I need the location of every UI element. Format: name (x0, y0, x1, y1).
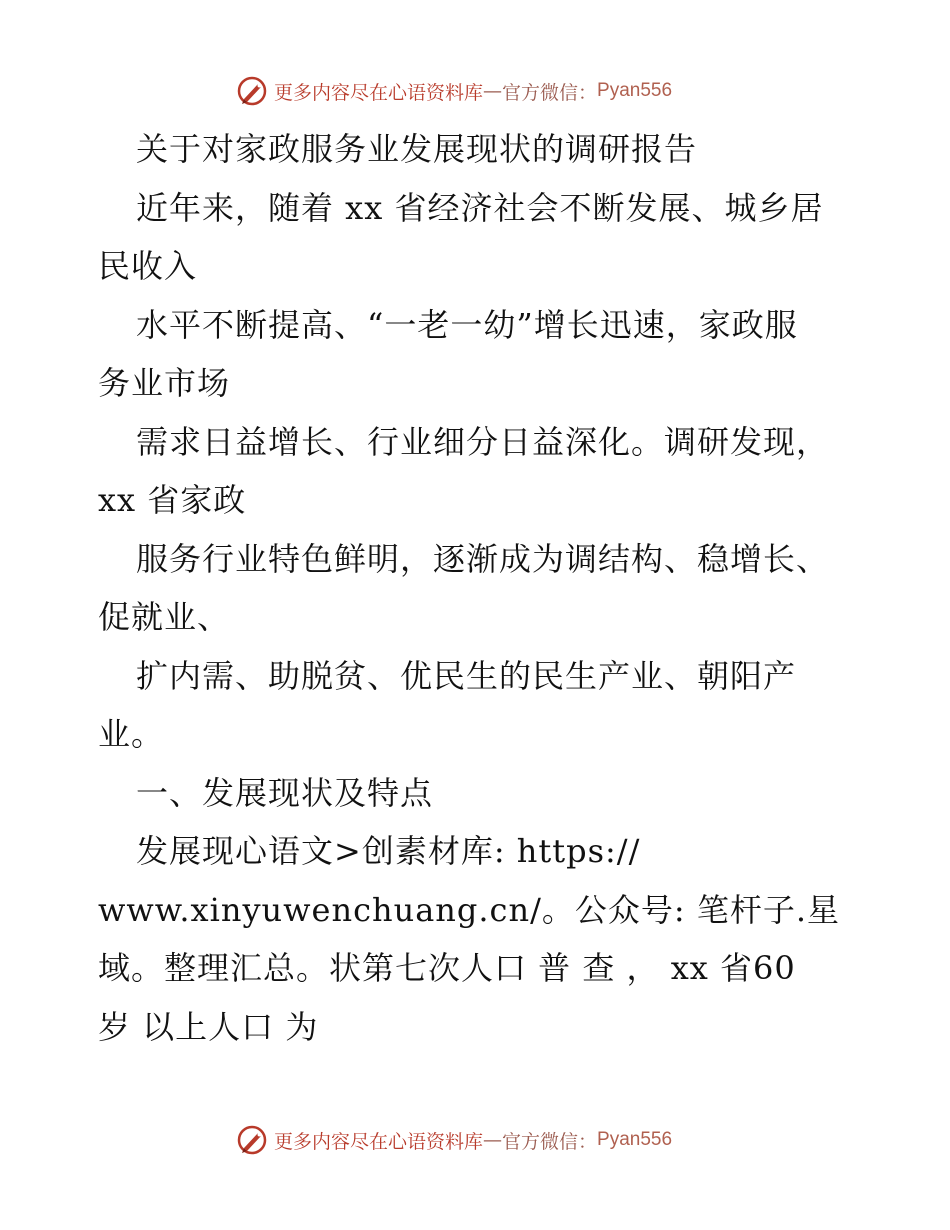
footer-watermark (236, 1123, 756, 1157)
watermark-main-text: 更多内容尽在心语资料库 (274, 81, 484, 104)
watermark-id: Pyan556 (597, 80, 673, 101)
document-body (98, 120, 858, 1056)
watermark-id: Pyan556 (597, 1129, 673, 1150)
watermark-sub-text: 官方微信： (502, 1130, 598, 1153)
paragraph-line: 发展现心语文>创素材库: https:// (136, 832, 641, 870)
watermark-dash: — (483, 1129, 503, 1151)
header-watermark (236, 74, 756, 108)
paragraph-line: 需求日益增长、行业细分日益深化。调研发现， (136, 422, 830, 461)
paragraph-line: xx 省家政 (98, 481, 247, 519)
paragraph-line: 岁 以上人口 为 (98, 1007, 319, 1046)
watermark-dash: — (483, 80, 503, 102)
watermark-main-text: 更多内容尽在心语资料库 (274, 1130, 484, 1153)
watermark-sub-text: 官方微信： (502, 81, 598, 104)
paragraph-line: 务业市场 (98, 364, 231, 402)
paragraph-line: 近年来，随着 xx 省经济社会不断发展、城乡居 (136, 188, 824, 227)
paragraph-line: www.xinyuwenchuang.cn/。公众号: 笔杆子.星 (98, 890, 840, 929)
document-title: 关于对家政服务业发展现状的调研报告 (136, 130, 698, 168)
paragraph-line: 民收入 (98, 247, 198, 285)
paragraph-line: 促就业、 (98, 598, 231, 636)
paragraph-line: 扩内需、助脱贫、优民生的民生产业、朝阳产 (136, 656, 797, 695)
pen-logo-icon (236, 1124, 268, 1156)
section-heading: 一、发展现状及特点 (136, 773, 434, 812)
paragraph-line: 水平不断提高、“一老一幼”增长迅速，家政服 (136, 305, 798, 344)
paragraph-line: 服务行业特色鲜明，逐渐成为调结构、稳增长、 (136, 539, 830, 578)
pen-logo-icon (236, 75, 268, 107)
paragraph-line: 业。 (98, 715, 165, 753)
paragraph-line: 域。整理汇总。状第七次人口 普 查 ， xx 省60 (98, 949, 796, 987)
